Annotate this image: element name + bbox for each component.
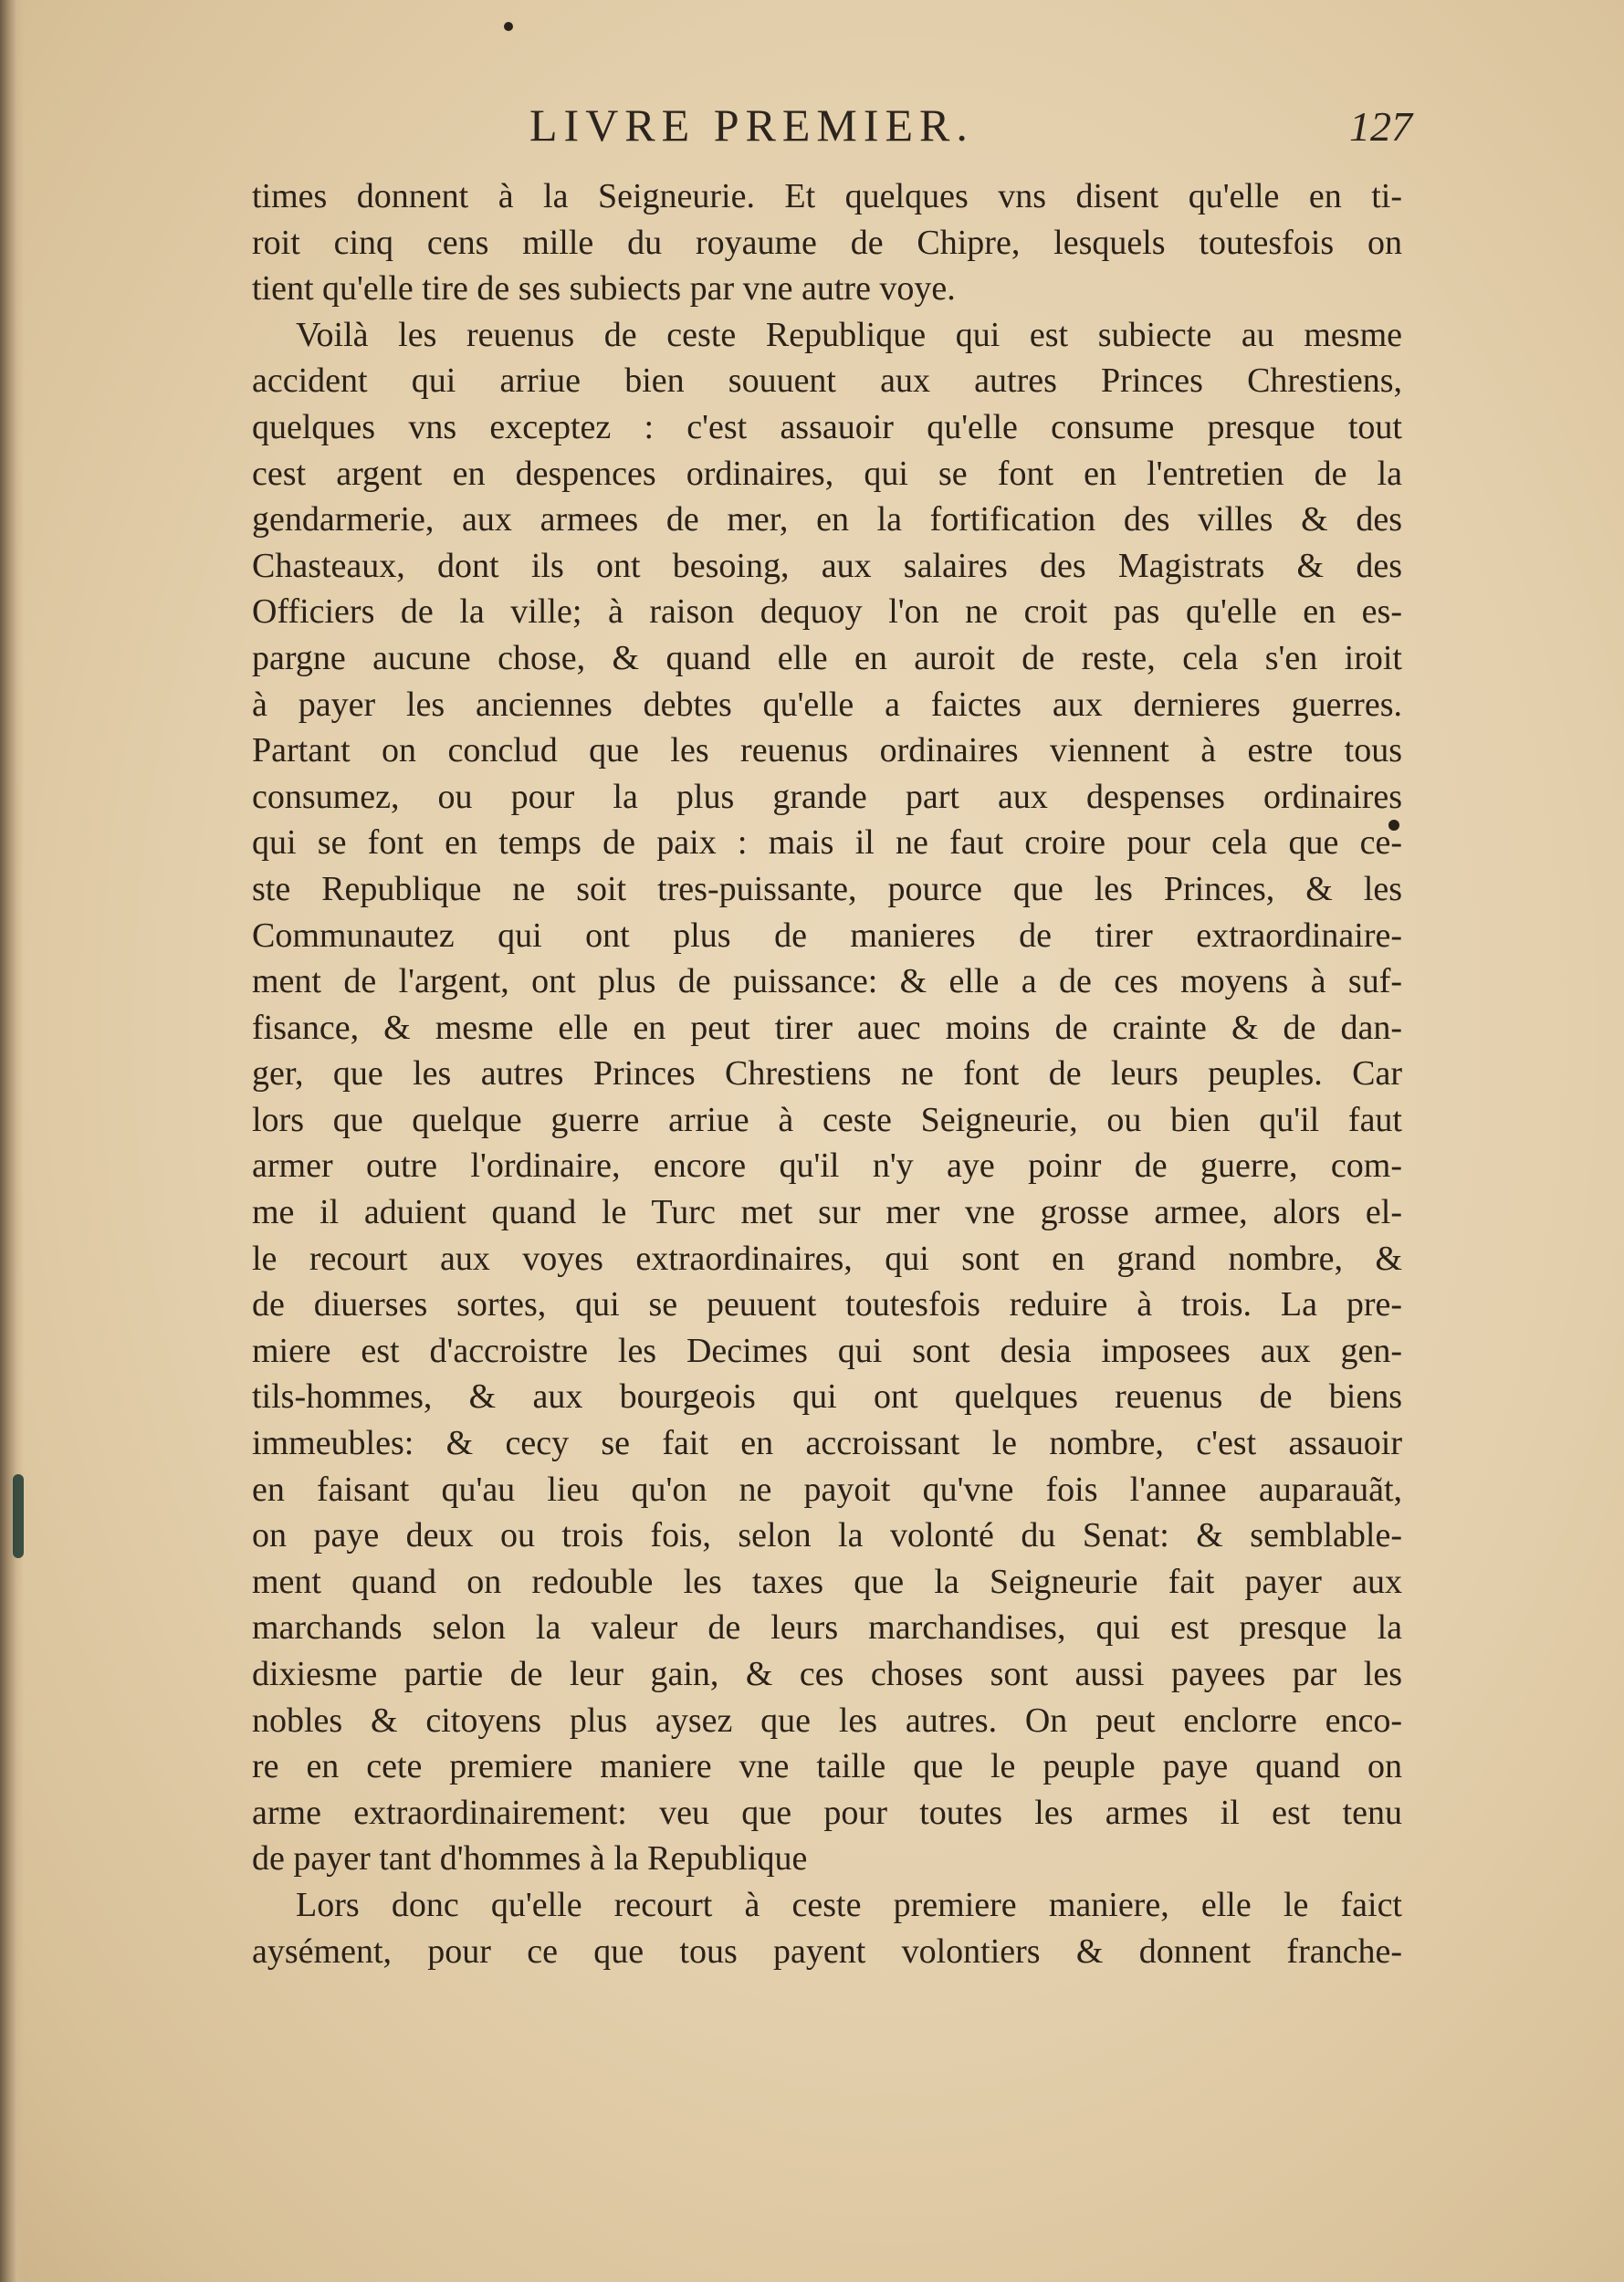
text-line: immeubles: & cecy se fait en accroissant le nombre, c'est assauoir <box>252 1424 1402 1463</box>
text-line: de payer tant d'hommes à la Republique <box>252 1839 808 1879</box>
text-line: tils-hommes, & aux bourgeois qui ont quelques reuenus de biens <box>252 1377 1402 1417</box>
text-line: arme extraordinairement: veu que pour toutes les armes il est tenu <box>252 1793 1402 1832</box>
running-head-title: LIVRE PREMIER. <box>529 99 974 151</box>
text-line: cest argent en despences ordinaires, qui se font en l'entretien de la <box>252 454 1402 493</box>
text-line: Officiers de la ville; à raison dequoy l'on ne croit pas qu'elle en es- <box>252 592 1402 632</box>
body-text <box>252 173 1402 1974</box>
text-line: aysément, pour ce que tous payent volontiers & donnent franche- <box>252 1931 1402 1971</box>
text-line: times donnent à la Seigneurie. Et quelques vns disent qu'elle en ti- <box>252 177 1402 215</box>
text-line: lors que quelque guerre arriue à ceste Seigneurie, ou bien qu'il faut <box>252 1100 1402 1139</box>
text-line: nobles & citoyens plus aysez que les autres. On peut enclorre enco- <box>252 1701 1402 1740</box>
binding-thread-mark <box>13 1474 24 1558</box>
text-line: re en cete premiere maniere vne taille que le peuple paye quand on <box>252 1747 1402 1786</box>
text-line: consumez, ou pour la plus grande part aux despenses ordinaires <box>252 777 1402 816</box>
text-line: quelques vns exceptez : c'est assauoir qu'elle consume presque tout <box>252 407 1402 446</box>
text-line: ste Republique ne soit tres-puissante, pource que les Princes, & les <box>252 869 1402 908</box>
ink-speck <box>504 22 513 31</box>
page-binding-edge <box>0 0 24 2282</box>
text-line: roit cinq cens mille du royaume de Chipre, lesquels toutesfois on <box>252 223 1402 262</box>
text-line: ger, que les autres Princes Chrestiens ne font de leurs peuples. Car <box>252 1054 1402 1094</box>
page-number: 127 <box>1349 103 1412 150</box>
text-line: accident qui arriue bien souuent aux autres Princes Chrestiens, <box>252 361 1402 401</box>
text-line: Partant on conclud que les reuenus ordinaires viennent à estre tous <box>252 731 1402 770</box>
text-line: à payer les anciennes debtes qu'elle a faictes aux dernieres guerres. <box>252 685 1402 724</box>
text-line: ment quand on redouble les taxes que la Seigneurie fait payer aux <box>252 1562 1402 1601</box>
text-line: Voilà les reuenus de ceste Republique qui est subiecte au mesme <box>296 315 1402 354</box>
text-line: armer outre l'ordinaire, encore qu'il n'y aye poinr de guerre, com- <box>252 1146 1402 1186</box>
text-line: en faisant qu'au lieu qu'on ne payoit qu'vne fois l'annee auparauãt, <box>252 1470 1402 1509</box>
text-line: pargne aucune chose, & quand elle en auroit de reste, cela s'en iroit <box>252 638 1402 677</box>
text-line: Chasteaux, dont ils ont besoing, aux salaires des Magistrats & des <box>252 546 1402 585</box>
text-line: de diuerses sortes, qui se peuuent toutesfois reduire à trois. La pre- <box>252 1285 1402 1324</box>
text-line: miere est d'accroistre les Decimes qui sont desia imposees aux gen- <box>252 1331 1402 1370</box>
text-line: Communautez qui ont plus de manieres de tirer extraordinaire- <box>252 916 1402 955</box>
text-line: fisance, & mesme elle en peut tirer auec moins de crainte & de dan- <box>252 1008 1402 1047</box>
text-line: me il aduient quand le Turc met sur mer vne grosse armee, alors el- <box>252 1193 1402 1232</box>
text-line: dixiesme partie de leur gain, & ces choses sont aussi payees par les <box>252 1655 1402 1693</box>
text-line: tient qu'elle tire de ses subiects par vne autre voye. <box>252 269 956 309</box>
text-line: marchands selon la valeur de leurs marchandises, qui est presque la <box>252 1608 1402 1648</box>
text-line: qui se font en temps de paix : mais il ne faut croire pour cela que ce- <box>252 823 1402 863</box>
text-line: on paye deux ou trois fois, selon la volonté du Senat: & semblable- <box>252 1516 1402 1555</box>
text-line: le recourt aux voyes extraordinaires, qui sont en grand nombre, & <box>252 1239 1402 1278</box>
running-head <box>0 99 1624 153</box>
text-line: ment de l'argent, ont plus de puissance: & elle a de ces moyens à suf- <box>252 962 1402 1001</box>
text-line: Lors donc qu'elle recourt à ceste premiere maniere, elle le faict <box>296 1885 1402 1924</box>
text-line: gendarmerie, aux armees de mer, en la fortification des villes & des <box>252 500 1402 539</box>
